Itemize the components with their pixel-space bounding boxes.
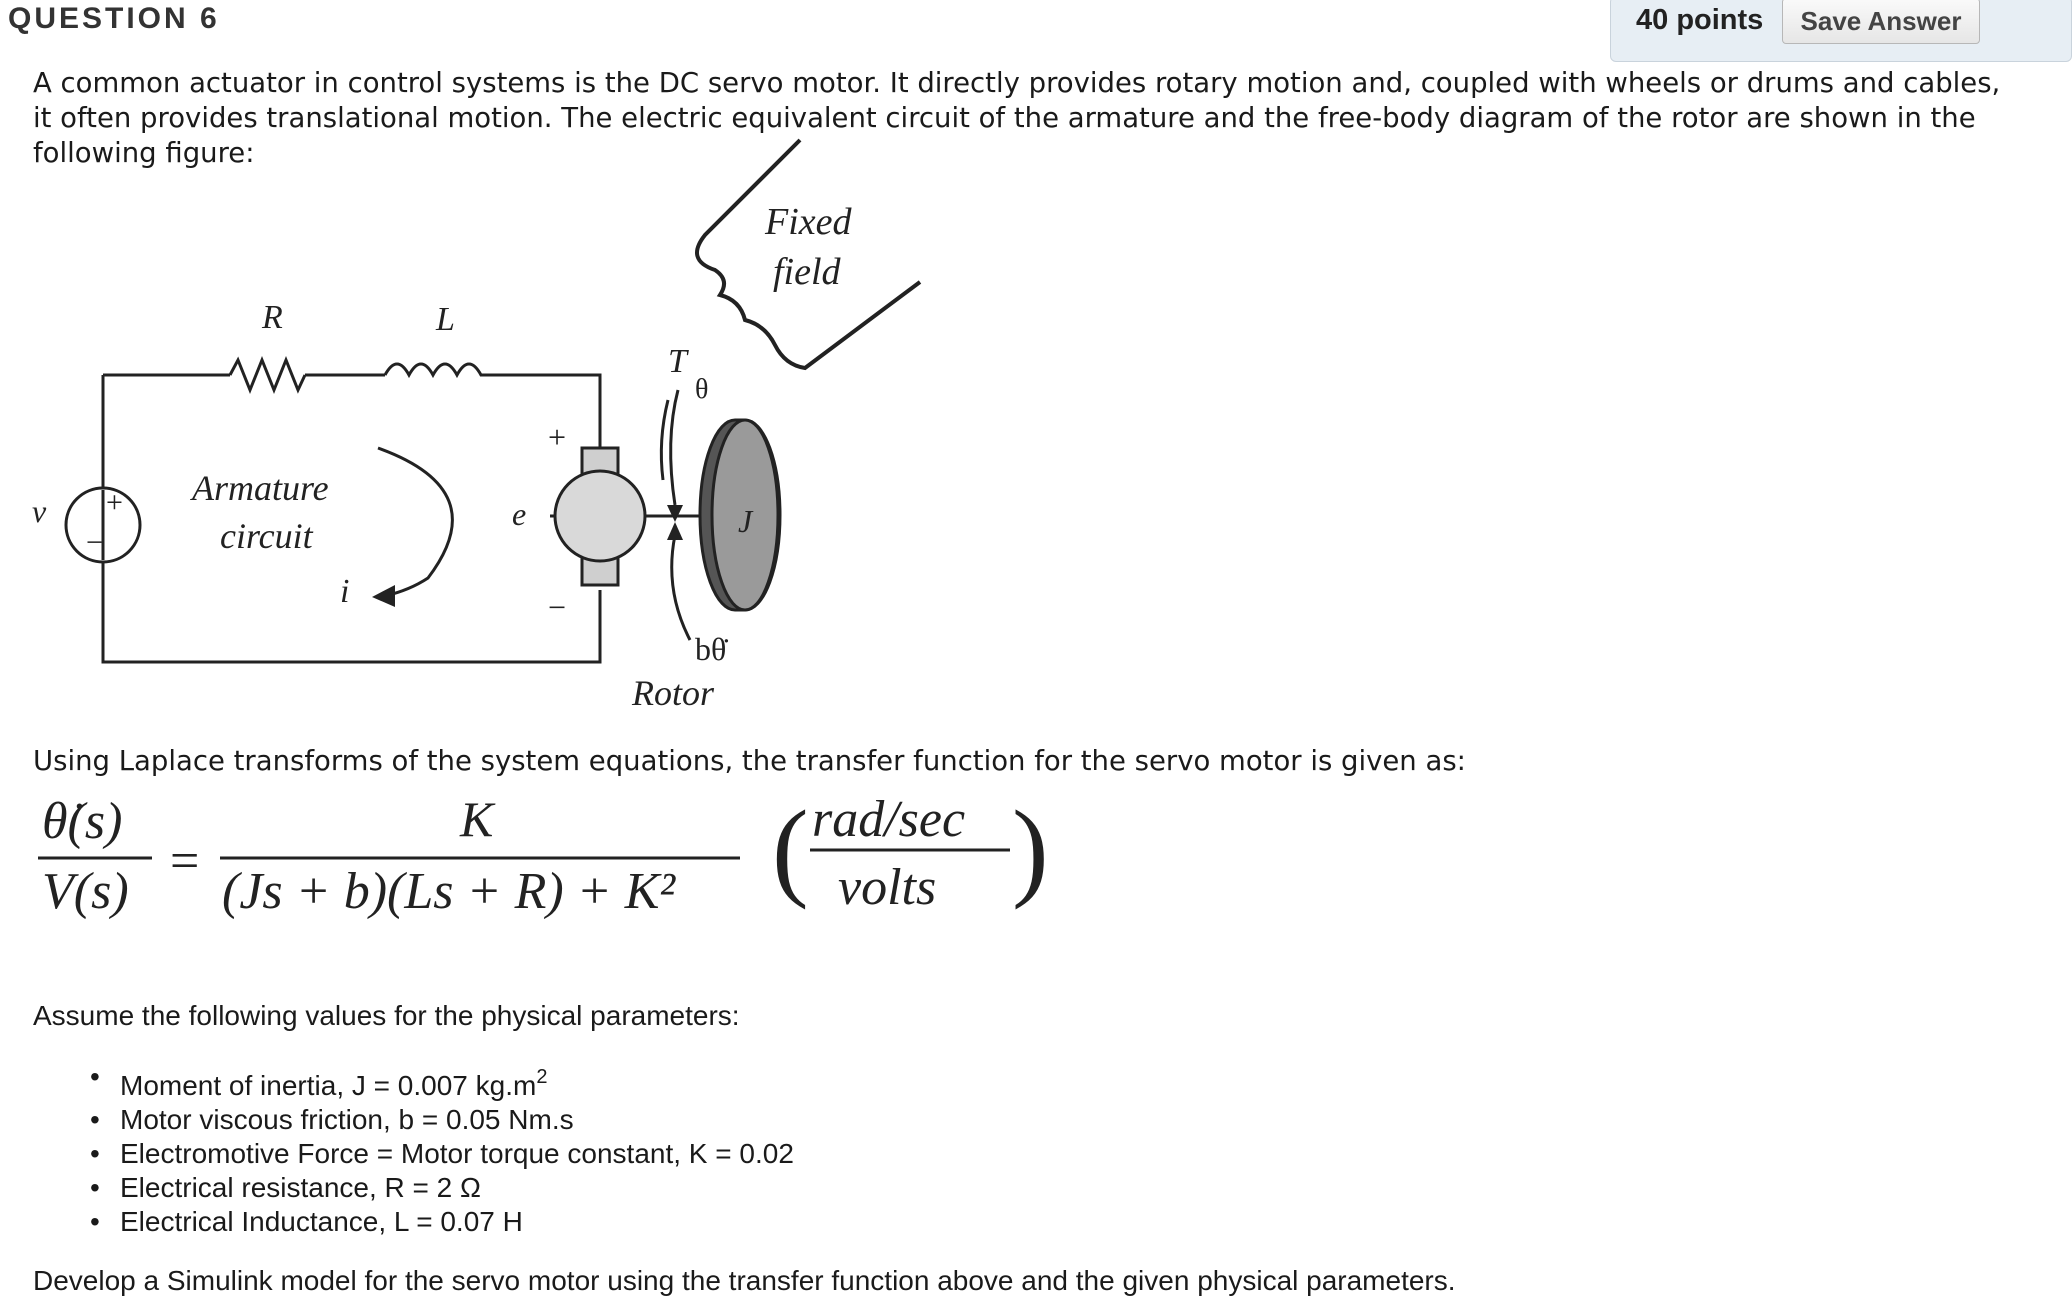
right-paren: ) [1012, 788, 1049, 910]
motor-armature [555, 471, 645, 561]
source-minus-sign: − [86, 526, 103, 559]
inertia-label: J [738, 503, 753, 539]
armature-label-line2: circuit [220, 516, 313, 556]
task-text: Develop a Simulink model for the servo motor using the transfer function above and the given physical parameters. [33, 1265, 1456, 1296]
inductor-label: L [436, 301, 455, 338]
back-emf-label: e [512, 496, 527, 532]
torque-arrow [671, 390, 678, 505]
armature-label-line1: Armature [192, 468, 329, 508]
save-answer-button[interactable]: Save Answer [1782, 0, 1980, 44]
list-item: • Electrical resistance, R = 2 Ω [90, 1171, 794, 1205]
resistor-symbol [230, 360, 305, 390]
parameter-list [90, 1060, 794, 1239]
equals-sign: = [170, 833, 200, 890]
motor-minus-sign: − [548, 589, 567, 625]
circuit-diagram [0, 130, 960, 720]
transfer-function-equation [30, 778, 1049, 933]
friction-label: bθ̇ [695, 631, 727, 667]
rhs-denominator: (Js + b)(Ls + R) + K² [222, 863, 676, 920]
torque-label: T [668, 343, 687, 380]
lhs-numerator: θ̇(s) [42, 793, 123, 850]
voltage-label: v [32, 493, 47, 529]
question-title: QUESTION 6 [8, 2, 220, 35]
friction-arrow [672, 535, 690, 640]
theta-label: θ [695, 374, 709, 405]
fixed-field-label-line1: Fixed [765, 201, 852, 243]
current-arrow [378, 448, 452, 596]
units-denominator: volts [838, 859, 937, 916]
rhs-numerator: K [460, 791, 494, 847]
resistor-label: R [262, 299, 283, 336]
assume-text: Assume the following values for the physical parameters: [33, 1000, 740, 1031]
list-item: • Electrical Inductance, L = 0.07 H [90, 1205, 794, 1239]
source-plus-sign: + [106, 486, 123, 519]
rotor-label: Rotor [632, 673, 715, 713]
lhs-denominator: V(s) [42, 863, 129, 920]
transfer-function-intro: Using Laplace transforms of the system equations, the transfer function for the servo motor is given as: [33, 745, 1466, 777]
servo-motor-figure [0, 130, 960, 725]
left-paren: ( [772, 788, 809, 910]
motor-plus-sign: + [548, 419, 567, 455]
exponent: 2 [536, 1066, 548, 1088]
inductor-symbol [385, 364, 495, 375]
units-numerator: rad/sec [812, 791, 966, 848]
current-label: i [340, 573, 350, 610]
list-item: • Moment of inertia, J = 0.007 $kg.m^2$ [90, 1060, 794, 1103]
question-intro: A common actuator in control systems is the DC servo motor. It directly provides rotary motion and, coupled with wheels or drums and cables, it often provides translational motion. The electric equivalent circuit of the armature and the free-body diagram of the rotor are shown in the following figure: [33, 67, 2001, 169]
fixed-field-label-line2: field [773, 251, 841, 293]
points-label: 40 points [1636, 4, 1764, 36]
list-item: • Electromotive Force = Motor torque constant, K = 0.02 [90, 1137, 794, 1171]
list-item: • Motor viscous friction, b = 0.05 Nm.s [90, 1103, 794, 1137]
